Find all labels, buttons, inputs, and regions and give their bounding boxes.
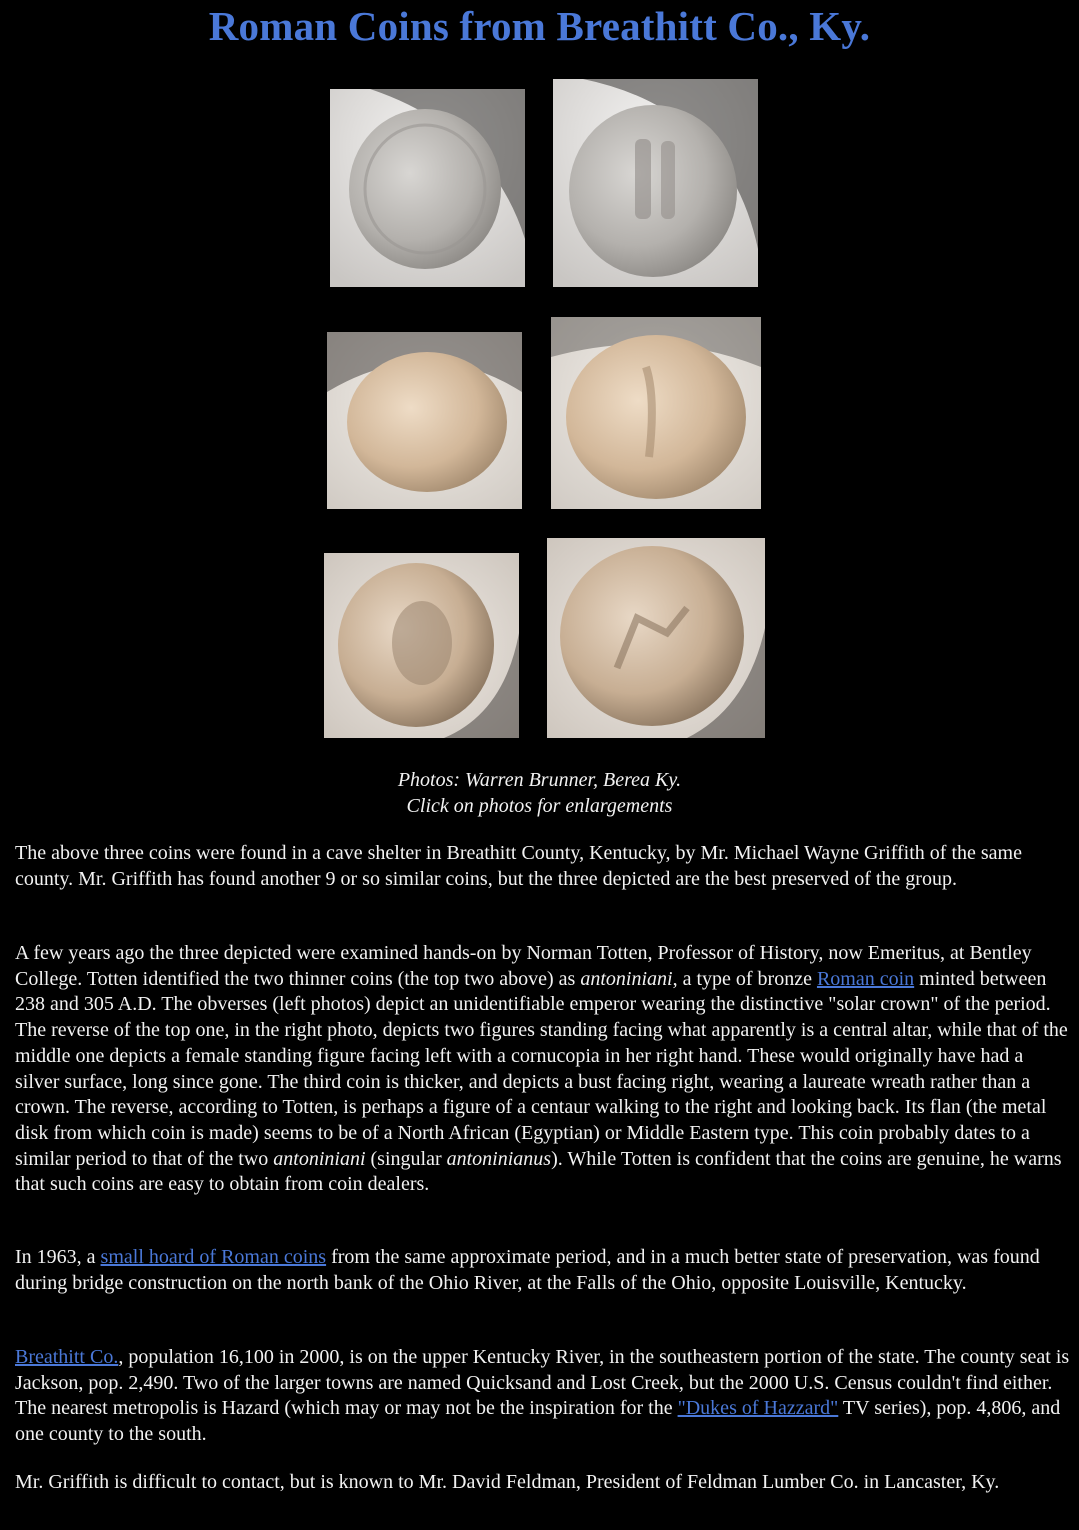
p2-term-antoniniani-2: antoniniani <box>273 1147 366 1170</box>
p2-text-f: (singular <box>365 1147 447 1170</box>
paragraph-discovery: The above three coins were found in a cave shelter in Breathitt County, Kentucky, by Mr. Michael Wayne Griffith of the same county. Mr. Griffith has found another 9 or so similar coins, but the three depicted are the best preserved of the group. <box>15 842 1022 890</box>
coin-1-reverse-photo[interactable] <box>553 79 758 287</box>
photo-credit: Photos: Warren Brunner, Berea Ky. <box>397 769 682 791</box>
paragraph-contact: Mr. Griffith is difficult to contact, but is known to Mr. David Feldman, President of Feldman Lumber Co. in Lancaster, Ky. <box>15 1471 1000 1493</box>
coin-2-reverse-image <box>551 317 761 509</box>
p2-text-h: ). While Totten is confident that the coins are genuine, he warns that such coins are easy to obtain from coin dealers. <box>15 1147 1062 1196</box>
coin-1-obverse-photo[interactable] <box>330 89 525 287</box>
enlargement-hint: Click on photos for enlargements <box>406 795 673 817</box>
coin-3-obverse-photo[interactable] <box>324 553 519 738</box>
paragraph-breathitt-county <box>15 1345 1070 1448</box>
coin-2-obverse-image <box>327 332 522 509</box>
coin-1-reverse-image <box>553 79 758 287</box>
p2-text-a: A few years ago the three depicted were examined hands-on by Norman Totten, Professor of History, now Emeritus, at Bentley College. Totten identified the two thinner coins (the top two above) as <box>15 942 1032 990</box>
breathitt-co-link[interactable]: Breathitt Co. <box>15 1346 119 1368</box>
photo-caption <box>0 767 1079 819</box>
p2-term-antoniniani: antoniniani <box>580 967 673 990</box>
coin-1-obverse-image <box>330 89 525 287</box>
p3-text-b: from the same approximate period, and in a much better state of preservation, was found during bridge construction on the north bank of the Ohio River, at the Falls of the Ohio, opposite Louisville, Kentucky. <box>15 1246 1040 1294</box>
coin-3-reverse-image <box>547 538 765 738</box>
p2-text-d: minted between 238 and 305 A.D. The obverses (left photos) depict an unidentifiable emperor wearing the distinctive "solar crown" of the period. The reverse of the top one, in the right photo, depicts two figures standing facing what apparently is a central altar, while that of the middle one depicts a female standing figure facing left with a cornucopia in her right hand. These would originally have had a silver surface, long since gone. The third coin is thicker, and depicts a bust facing right, wearing a laureate wreath rather than a crown. The reverse, according to Totten, is perhaps a figure of a centaur walking to the right and looking back. Its flan (the metal disk from which coin is made) seems to be of a North African (Egyptian) or Middle Eastern type. This coin probably dates to a similar period to that of the two <box>15 967 1068 1170</box>
p3-text-a: In 1963, a <box>15 1246 101 1268</box>
roman-coin-link[interactable]: Roman coin <box>816 967 915 990</box>
p2-text-c: , a type of bronze <box>672 967 817 990</box>
coin-3-obverse-image <box>324 553 519 738</box>
page-title: Roman Coins from Breathitt Co., Ky. <box>208 3 871 49</box>
dukes-of-hazzard-link[interactable]: "Dukes of Hazzard" <box>677 1397 839 1420</box>
paragraph-ohio-hoard <box>15 1245 1070 1296</box>
p4-text-b: TV series), pop. 4,806, and one county to the south. <box>15 1397 1061 1446</box>
paragraph-totten-analysis <box>15 941 1070 1198</box>
p4-text-a: , population 16,100 in 2000, is on the upper Kentucky River, in the southeastern portion of the state. The county seat is Jackson, pop. 2,490. Two of the larger towns are named Quicksand and Lost Creek, but the 2000 U.S. Census couldn't find either. The nearest metropolis is Hazard (which may or may not be the inspiration for the <box>15 1346 1070 1420</box>
coin-2-reverse-photo[interactable] <box>551 317 761 509</box>
coin-3-reverse-photo[interactable] <box>547 538 765 738</box>
small-hoard-link[interactable]: small hoard of Roman coins <box>100 1246 327 1268</box>
coin-2-obverse-photo[interactable] <box>327 332 522 509</box>
p2-term-antoninianus: antoninianus <box>446 1147 552 1170</box>
